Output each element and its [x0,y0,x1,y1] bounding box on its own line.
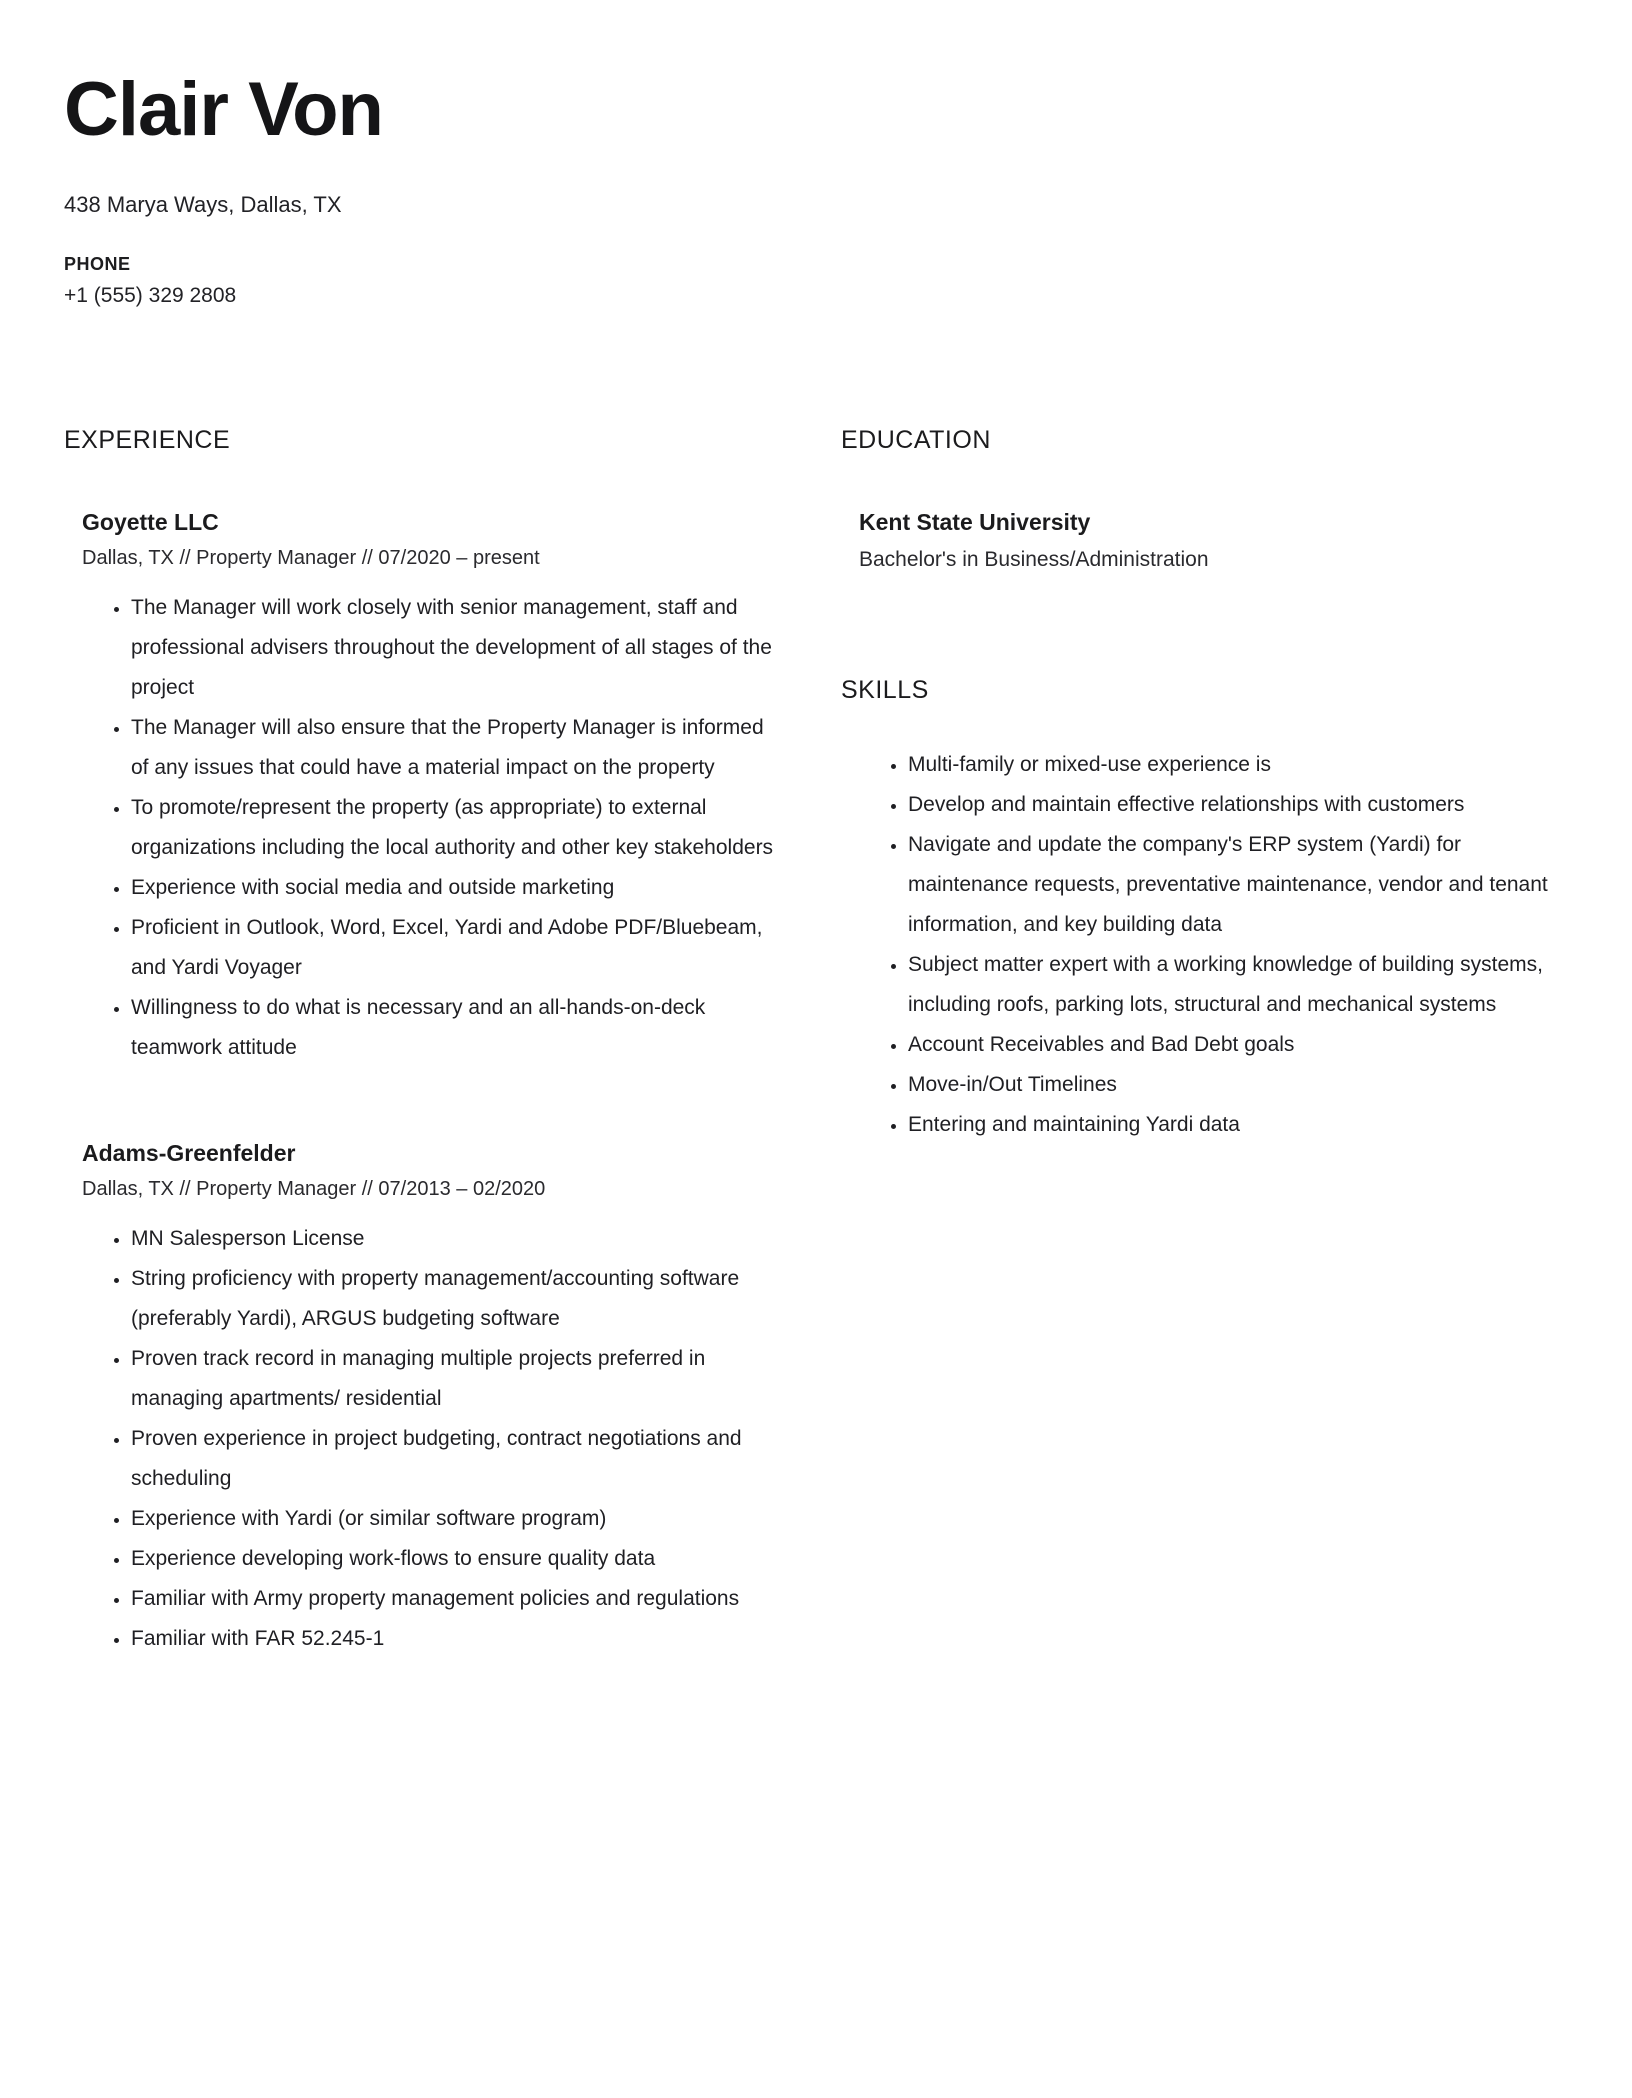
job-bullet: • Willingness to do what is necessary and an all-hands-on-deck teamwork attitude [131,988,785,1068]
right-column [841,426,1562,1145]
job-meta: Dallas, TX // Property Manager // 07/2013 – 02/2020 [82,1177,546,1200]
phone-number: +1 (555) 329 2808 [64,283,237,307]
job-bullet-list [82,1219,785,1659]
skills-section [841,676,1562,1145]
job-bullet: • Experience with Yardi (or similar software program) [131,1499,785,1539]
degree: Bachelor's in Business/Administration [859,547,1209,571]
skill-bullet: • Multi-family or mixed-use experience is [908,745,1562,785]
job-bullet: • Familiar with Army property management policies and regulations [131,1579,785,1619]
skill-bullet: • Navigate and update the company's ERP system (Yardi) for maintenance requests, preventative maintenance, vendor and tenant information, and key building data [908,825,1562,945]
skills-title: SKILLS [841,675,929,704]
school-name: Kent State University [859,508,1091,535]
job-bullet: • Proven experience in project budgeting, contract negotiations and scheduling [131,1419,785,1499]
resume-header [64,67,1562,308]
education-section [841,426,1562,572]
experience-title: EXPERIENCE [64,425,231,454]
job-bullet: • The Manager will also ensure that the Property Manager is informed of any issues that could have a material impact on the property [131,708,785,788]
job-bullet: • To promote/represent the property (as appropriate) to external organizations including the local authority and other key stakeholders [131,788,785,868]
job-entry-adams-greenfelder [64,1140,785,1659]
candidate-address: 438 Marya Ways, Dallas, TX [64,191,342,217]
skill-bullet: • Move-in/Out Timelines [908,1065,1562,1105]
job-bullet: • String proficiency with property management/accounting software (preferably Yardi), ARGUS budgeting software [131,1259,785,1339]
skill-bullet: • Entering and maintaining Yardi data [908,1105,1562,1145]
company-name: Adams-Greenfelder [82,1139,296,1166]
skills-bullet-list [841,745,1562,1145]
job-bullet: • The Manager will work closely with senior management, staff and professional advisers throughout the development of all stages of the project [131,588,785,708]
job-bullet: • Proven track record in managing multiple projects preferred in managing apartments/ residential [131,1339,785,1419]
experience-section [64,426,785,1659]
job-meta: Dallas, TX // Property Manager // 07/2020 – present [82,546,540,569]
job-bullet: • Experience with social media and outside marketing [131,868,785,908]
company-name: Goyette LLC [82,508,219,535]
job-bullet-list [82,588,785,1068]
job-bullet: • Experience developing work-flows to ensure quality data [131,1539,785,1579]
skill-bullet: • Develop and maintain effective relationships with customers [908,785,1562,825]
job-bullet: • MN Salesperson License [131,1219,785,1259]
job-bullet: • Familiar with FAR 52.245-1 [131,1619,785,1659]
skill-bullet: • Account Receivables and Bad Debt goals [908,1025,1562,1065]
job-entry-goyette [64,509,785,1068]
phone-label: PHONE [64,253,131,274]
resume-body [64,426,1562,1659]
education-title: EDUCATION [841,425,991,454]
job-bullet: • Proficient in Outlook, Word, Excel, Yardi and Adobe PDF/Bluebeam, and Yardi Voyager [131,908,785,988]
candidate-name: Clair Von [64,67,383,152]
skill-bullet: • Subject matter expert with a working knowledge of building systems, including roofs, parking lots, structural and mechanical systems [908,945,1562,1025]
education-entry [841,509,1562,572]
